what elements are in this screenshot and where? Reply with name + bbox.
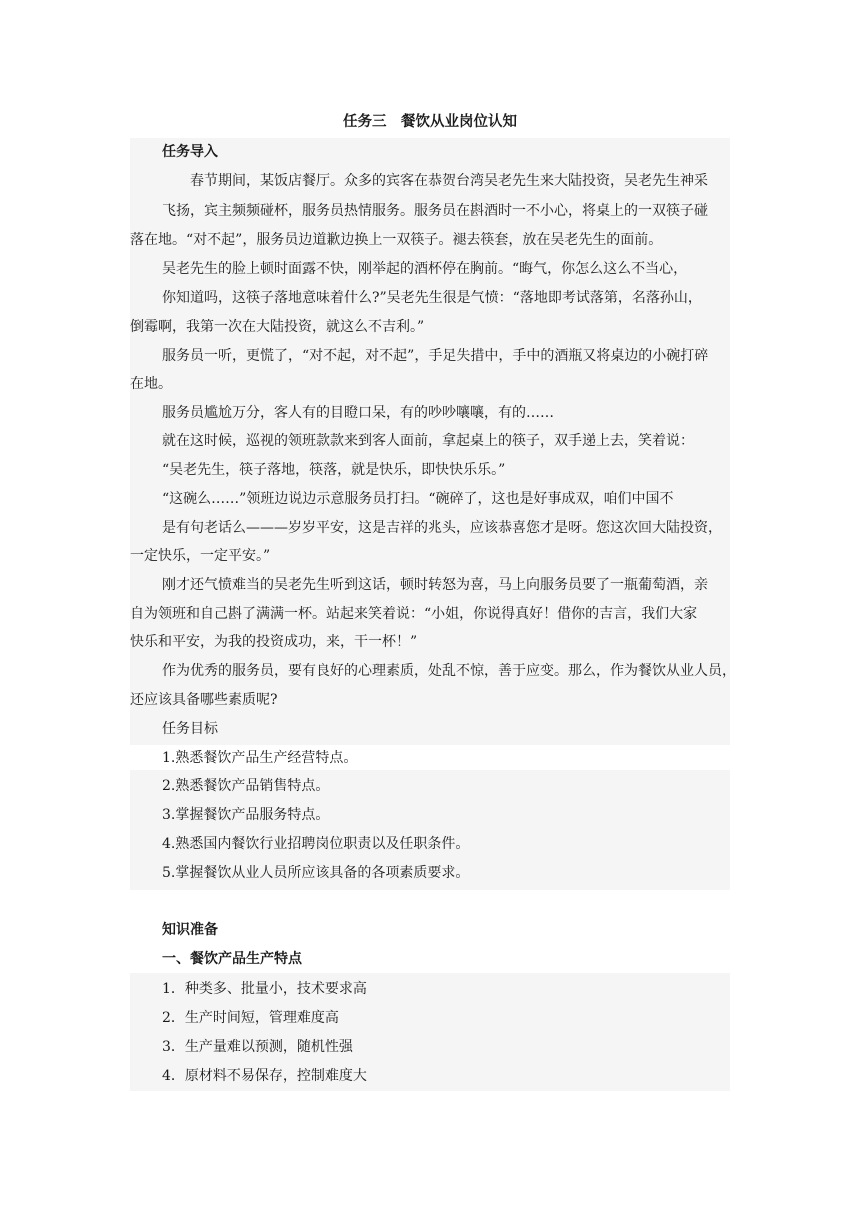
story-line: 刚才还气愤难当的吴老先生听到这话，顿时转怒为喜，马上向服务员要了一瓶葡萄酒，亲 <box>162 577 708 593</box>
section1-heading: 一、餐饮产品生产特点 <box>162 951 302 967</box>
story-line: 作为优秀的服务员，要有良好的心理素质，处乱不惊，善于应变。那么，作为餐饮从业人员， <box>162 663 736 679</box>
story-line: 吴老先生的脸上顿时面露不快，刚举起的酒杯停在胸前。“晦气，你怎么这么不当心， <box>162 261 688 277</box>
objective-item: 1.熟悉餐饮产品生产经营特点。 <box>162 750 358 766</box>
story-line: 你知道吗，这筷子落地意味着什么?”吴老先生很是气愤：“落地即考试落第，名落孙山， <box>162 290 702 306</box>
intro-heading: 任务导入 <box>162 144 218 160</box>
story-line: 一定快乐，一定平安。” <box>130 548 271 564</box>
section1-item: 4．原材料不易保存，控制难度大 <box>162 1068 367 1084</box>
story-line: 服务员一听，更慌了，“对不起，对不起”，手足失措中，手中的酒瓶又将桌边的小碗打碎 <box>162 348 709 364</box>
page-title: 任务三 餐饮从业岗位认知 <box>343 113 517 130</box>
objective-item: 5.掌握餐饮从业人员所应该具备的各项素质要求。 <box>162 865 470 881</box>
story-line: 自为领班和自己斟了满满一杯。站起来笑着说：“小姐，你说得真好！借你的吉言，我们大家 <box>130 606 698 622</box>
story-line: 还应该具备哪些素质呢? <box>130 692 278 708</box>
objective-item: 2.熟悉餐饮产品销售特点。 <box>162 778 330 794</box>
story-line: “这碗么……”领班边说边示意服务员打扫。“碗碎了，这也是好事成双，咱们中国不 <box>162 491 674 507</box>
story-line: 服务员尴尬万分，客人有的目瞪口呆，有的吵吵嚷嚷，有的…… <box>162 405 554 421</box>
story-line: 在地。 <box>130 376 172 392</box>
story-line: 就在这时候，巡视的领班款款来到客人面前，拿起桌上的筷子，双手递上去，笑着说： <box>162 433 694 449</box>
story-line: 飞扬，宾主频频碰杯，服务员热情服务。服务员在斟酒时一不小心，将桌上的一双筷子碰 <box>162 203 708 219</box>
objective-item: 4.熟悉国内餐饮行业招聘岗位职责以及任职条件。 <box>162 836 470 852</box>
section1-item: 3．生产量难以预测，随机性强 <box>162 1039 353 1055</box>
story-line: 快乐和平安，为我的投资成功，来，干一杯！” <box>130 634 418 650</box>
story-line: “吴老先生，筷子落地，筷落，就是快乐，即快快乐乐。” <box>162 462 506 478</box>
story-line: 落在地。“对不起”，服务员边道歉边换上一双筷子。褪去筷套，放在吴老先生的面前。 <box>130 232 663 248</box>
story-line: 倒霉啊，我第一次在大陆投资，就这么不吉利。” <box>130 319 425 335</box>
story-line: 春节期间，某饭店餐厅。众多的宾客在恭贺台湾吴老先生来大陆投资，吴老先生神采 <box>190 173 708 189</box>
objectives-heading: 任务目标 <box>162 721 218 737</box>
knowledge-heading: 知识准备 <box>162 922 218 938</box>
objective-item: 3.掌握餐饮产品服务特点。 <box>162 807 330 823</box>
story-line: 是有句老话么———岁岁平安，这是吉祥的兆头，应该恭喜您才是呀。您这次回大陆投资， <box>162 520 722 536</box>
section1-item: 1．种类多、批量小，技术要求高 <box>162 981 367 997</box>
section1-item: 2．生产时间短，管理难度高 <box>162 1010 339 1026</box>
